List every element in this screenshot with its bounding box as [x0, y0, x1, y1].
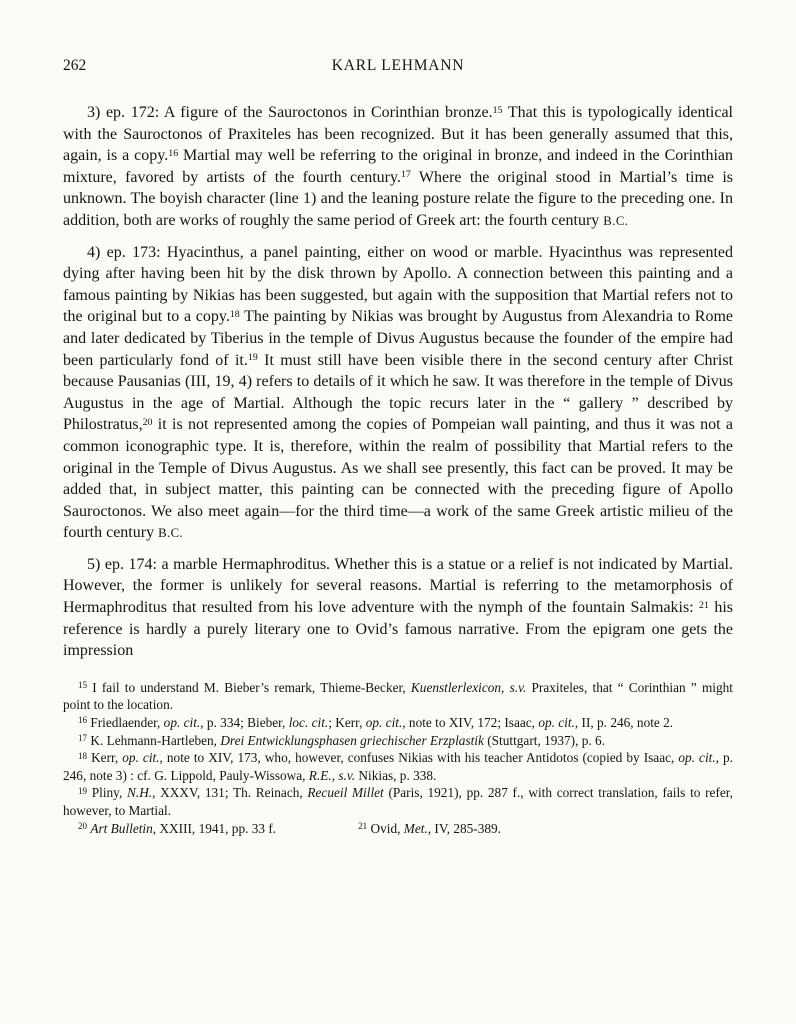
footnote-18: $^{18}$ Kerr, op. cit., note to XIV, 173, who, however, confuses Nikias with his teacher Antidotos (copied by Isaac, op. cit., p. 246, note 3) : cf. G. Lippold, Pauly-Wissowa, R.E., s.v. Nikias, p. 338. — [63, 750, 733, 783]
footnote-20-21: $^{20}$ Art Bulletin, XXIII, 1941, pp. 33 f. $^{21}$ Ovid, Met., IV, 285-389. — [78, 820, 502, 836]
body-paragraph-ep172: 3) ep. 172: A figure of the Sauroctonos in Corinthian bronze.$^{15}$ That this is typologically identical with the Sauroctonos of Praxiteles has been recognized. But it has been generally assumed that this, again, is a copy.$^{16}$ Martial may well be referring to the original in bronze, and indeed in the Corinthian mixture, favored by artists of the fourth century.$^{17}$ Where the original stood in Martial’s time is unknown. The boyish character (line 1) and the leaning posture relate the figure to the preceding one. In addition, both are works of roughly the same period of Greek art: the fourth century B.C. — [63, 104, 734, 229]
footnote-19: $^{19}$ Pliny, N.H., XXXV, 131; Th. Reinach, Recueil Millet (Paris, 1921), pp. 287 f., with correct translation, fails to refer, however, to Martial. — [63, 785, 733, 818]
running-head: KARL LEHMANN — [331, 57, 465, 74]
body-paragraph-ep174: 5) ep. 174: a marble Hermaphroditus. Whether this is a statue or a relief is not indicated by Martial. However, the former is unlikely for several reasons. Martial is referring to the metamorphosis of Hermaphroditus that resulted from his love adventure with the nymph of the fountain Salmakis: $^{21}$ his reference is hardly a purely literary one to Ovid’s famous narrative. From the epigram one gets the impression — [63, 555, 734, 660]
footnote-15: $^{15}$ I fail to understand M. Bieber’s remark, Thieme-Becker, Kuenstlerlexicon, s.v. Praxiteles, that “ Corinthian ” might point to the location. — [63, 679, 733, 713]
article-body — [63, 102, 733, 662]
footnotes-section — [63, 679, 733, 837]
footnote-17: $^{17}$ K. Lehmann-Hartleben, Drei Entwicklungsphasen griechischer Erzplastik (Stuttgart, 1937), p. 6. — [78, 732, 606, 748]
page-header — [63, 57, 733, 75]
footnote-16: $^{16}$ Friedlaender, op. cit., p. 334; Bieber, loc. cit.; Kerr, op. cit., note to XIV, 172; Isaac, op. cit., II, p. 246, note 2. — [78, 715, 674, 731]
body-paragraph-ep173: 4) ep. 173: Hyacinthus, a panel painting, either on wood or marble. Hyacinthus was represented dying after having been hit by the disk thrown by Apollo. A connection between this painting and a famous painting by Nikias has been suggested, but again with the supposition that Martial refers not to the original but to a copy.$^{18}$ The painting by Nikias was brought by Augustus from Alexandria to Rome and later dedicated by Tiberius in the temple of Divus Augustus because the founder of the empire had been particularly fond of it.$^{19}$ It must still have been visible there in the second century after Christ because Pausanias (III, 19, 4) refers to details of it which he saw. It was therefore in the temple of Divus Augustus in the age of Martial. Although the topic recurs later in the “ gallery ” described by Philostratus,$^{20}$ it is not represented among the copies of Pompeian wall painting, and thus it was not a common iconographic type. It is, therefore, within the realm of possibility that Martial refers to the original in the Temple of Divus Augustus. As we shall see presently, this fact can be proved. It may be added that, in subject matter, this painting can be connected with the preceding figure of Apollo Sauroctonos. We also meet again—for the third time—a work of the same Greek artistic milieu of the fourth century B.C. — [63, 243, 734, 542]
page-number: 262 — [63, 57, 87, 74]
